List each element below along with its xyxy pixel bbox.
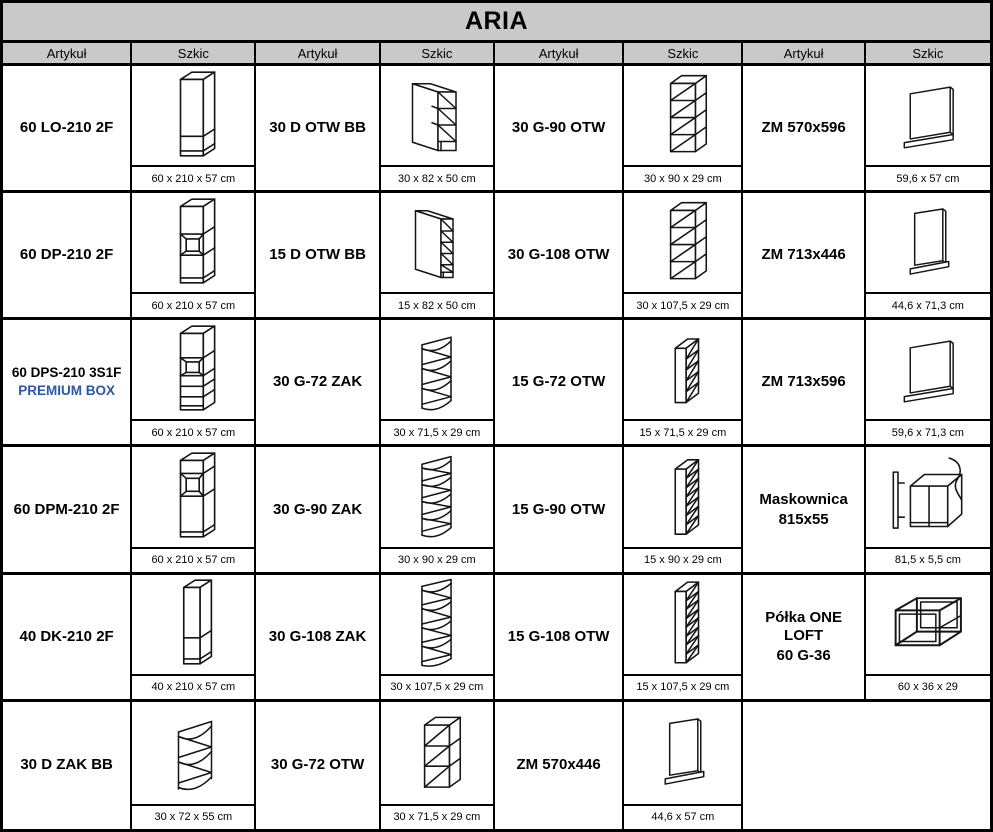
- product-name-cell: [495, 320, 624, 447]
- product-name-cell: [495, 193, 624, 320]
- product-sketch-cell: [381, 447, 495, 574]
- product-name: 60 DP-210 2F: [19, 246, 114, 264]
- dimensions-caption: 30 x 82 x 50 cm: [381, 165, 493, 190]
- product-name-cell: [495, 447, 624, 574]
- product-name-cell: [256, 702, 380, 829]
- tall-narrow-cabinet-icon: [132, 575, 254, 674]
- product-name-cell: [256, 575, 380, 702]
- product-name: 60 DPS-210 3S1F: [11, 365, 122, 381]
- wall-narrow-open-5-icon: [624, 320, 741, 419]
- panel-wide-icon: [866, 66, 990, 165]
- product-name: 30 G-90 OTW: [511, 119, 606, 137]
- dimensions-caption: 60 x 210 x 57 cm: [132, 547, 254, 572]
- product-name: Półka ONE LOFT: [765, 608, 842, 644]
- product-name-line2: 815x55: [778, 510, 829, 528]
- product-name: 60 DPM-210 2F: [13, 500, 120, 518]
- wall-open-shelf-3-icon: [381, 702, 493, 804]
- page-title: ARIA: [3, 3, 990, 43]
- corner-shelf-4-tall-icon: [381, 575, 493, 674]
- dimensions-caption: 60 x 36 x 29: [866, 674, 990, 699]
- product-sketch-cell: [866, 447, 990, 574]
- product-name-cell: [743, 575, 865, 702]
- dimensions-caption: 44,6 x 57 cm: [624, 804, 741, 829]
- product-sketch-cell: [132, 575, 256, 702]
- product-sketch-cell: [381, 702, 495, 829]
- product-name-cell: [495, 702, 624, 829]
- wall-narrow-open-7-icon: [624, 447, 741, 546]
- product-name: 30 G-90 ZAK: [272, 500, 363, 518]
- panel-tall-icon: [624, 702, 741, 804]
- corner-shelf-3-icon: [381, 320, 493, 419]
- product-sketch-cell: [132, 447, 256, 574]
- product-name-cell: [743, 320, 865, 447]
- product-name-cell: [743, 193, 865, 320]
- dimensions-caption: 40 x 210 x 57 cm: [132, 674, 254, 699]
- dimensions-caption: 60 x 210 x 57 cm: [132, 419, 254, 444]
- product-sketch-cell: [866, 193, 990, 320]
- product-name-cell: [256, 320, 380, 447]
- product-name: 30 G-108 OTW: [507, 246, 610, 264]
- product-sketch-cell: [624, 702, 743, 829]
- product-name: 30 D ZAK BB: [20, 756, 113, 774]
- dimensions-caption: 60 x 210 x 57 cm: [132, 165, 254, 190]
- product-sketch-cell: [381, 66, 495, 193]
- product-sketch-cell: [381, 320, 495, 447]
- column-header-artykul: Artykuł: [256, 43, 380, 66]
- product-sketch-cell: [624, 575, 743, 702]
- product-name: ZM 713x596: [761, 373, 846, 391]
- maskownica-icon: [866, 447, 990, 546]
- product-name: 30 D OTW BB: [269, 119, 366, 137]
- dimensions-caption: 15 x 82 x 50 cm: [381, 292, 493, 317]
- dimensions-caption: 15 x 107,5 x 29 cm: [624, 674, 741, 699]
- product-name: 60 LO-210 2F: [19, 119, 114, 137]
- dimensions-caption: 15 x 71,5 x 29 cm: [624, 419, 741, 444]
- product-sketch-cell: [624, 66, 743, 193]
- panel-wide-icon: [866, 320, 990, 419]
- product-name-cell: [3, 320, 132, 447]
- wall-narrow-open-8-icon: [624, 575, 741, 674]
- product-name: 30 G-108 ZAK: [268, 627, 367, 645]
- column-header-szkic: Szkic: [381, 43, 495, 66]
- column-header-artykul: Artykuł: [3, 43, 132, 66]
- product-name-cell: [3, 66, 132, 193]
- product-name-cell: [3, 575, 132, 702]
- product-name-line2: 60 G-36: [776, 646, 831, 664]
- product-sketch-cell: [381, 575, 495, 702]
- product-sketch-cell: [381, 193, 495, 320]
- wall-open-shelf-4-icon: [624, 66, 741, 165]
- dimensions-caption: 59,6 x 57 cm: [866, 165, 990, 190]
- column-header-artykul: Artykuł: [495, 43, 624, 66]
- dimensions-caption: 30 x 90 x 29 cm: [624, 165, 741, 190]
- product-name: 30 G-72 OTW: [270, 756, 365, 774]
- column-header-szkic: Szkic: [132, 43, 256, 66]
- product-name-cell: [495, 66, 624, 193]
- base-open-shelf-30-icon: [381, 66, 493, 165]
- product-name-cell: [743, 66, 865, 193]
- product-name-accent-line: PREMIUM BOX: [18, 383, 115, 399]
- tall-premium-box-cabinet-icon: [132, 320, 254, 419]
- dimensions-caption: 15 x 90 x 29 cm: [624, 547, 741, 572]
- corner-shelf-4-icon: [381, 447, 493, 546]
- dimensions-caption: 30 x 107,5 x 29 cm: [624, 292, 741, 317]
- panel-tall-icon: [866, 193, 990, 292]
- product-name: 15 G-72 OTW: [511, 373, 606, 391]
- product-name-cell: [495, 575, 624, 702]
- product-name: 15 G-108 OTW: [507, 627, 610, 645]
- product-name-cell: [743, 447, 865, 574]
- column-header-szkic: Szkic: [866, 43, 990, 66]
- dimensions-caption: 30 x 72 x 55 cm: [132, 804, 254, 829]
- dimensions-caption: 30 x 71,5 x 29 cm: [381, 804, 493, 829]
- empty-cell: [743, 702, 990, 829]
- product-name: ZM 570x446: [516, 756, 601, 774]
- product-sketch-cell: [132, 193, 256, 320]
- product-name-cell: [3, 447, 132, 574]
- product-name-cell: [3, 193, 132, 320]
- product-sketch-cell: [132, 320, 256, 447]
- product-name-cell: [256, 193, 380, 320]
- dimensions-caption: 30 x 107,5 x 29 cm: [381, 674, 493, 699]
- base-open-shelf-15-icon: [381, 193, 493, 292]
- tall-cabinet-2f-icon: [132, 66, 254, 165]
- dimensions-caption: 81,5 x 5,5 cm: [866, 547, 990, 572]
- product-sketch-cell: [866, 575, 990, 702]
- product-sketch-cell: [624, 193, 743, 320]
- product-name: 30 G-72 ZAK: [272, 373, 363, 391]
- wall-open-shelf-4-icon: [624, 193, 741, 292]
- shelf-frame-icon: [866, 575, 990, 674]
- dimensions-caption: 59,6 x 71,3 cm: [866, 419, 990, 444]
- product-name: 15 G-90 OTW: [511, 500, 606, 518]
- product-name-cell: [256, 447, 380, 574]
- dimensions-caption: 30 x 90 x 29 cm: [381, 547, 493, 572]
- product-name-cell: [256, 66, 380, 193]
- corner-base-shelf-icon: [132, 702, 254, 804]
- product-name: ZM 713x446: [761, 246, 846, 264]
- column-header-artykul: Artykuł: [743, 43, 865, 66]
- dimensions-caption: 30 x 71,5 x 29 cm: [381, 419, 493, 444]
- product-sketch-cell: [866, 66, 990, 193]
- product-name-cell: [3, 702, 132, 829]
- product-table: [3, 43, 990, 829]
- tall-oven-cabinet-icon: [132, 193, 254, 292]
- product-sketch-cell: [866, 320, 990, 447]
- column-header-szkic: Szkic: [624, 43, 743, 66]
- product-sketch-cell: [624, 447, 743, 574]
- dimensions-caption: 60 x 210 x 57 cm: [132, 292, 254, 317]
- product-sketch-cell: [132, 702, 256, 829]
- tall-microwave-cabinet-icon: [132, 447, 254, 546]
- product-name: Maskownica: [759, 490, 848, 508]
- product-sketch-cell: [132, 66, 256, 193]
- product-sketch-cell: [624, 320, 743, 447]
- product-name: 15 D OTW BB: [269, 246, 366, 264]
- product-name: 40 DK-210 2F: [19, 627, 114, 645]
- dimensions-caption: 44,6 x 71,3 cm: [866, 292, 990, 317]
- product-name: ZM 570x596: [761, 119, 846, 137]
